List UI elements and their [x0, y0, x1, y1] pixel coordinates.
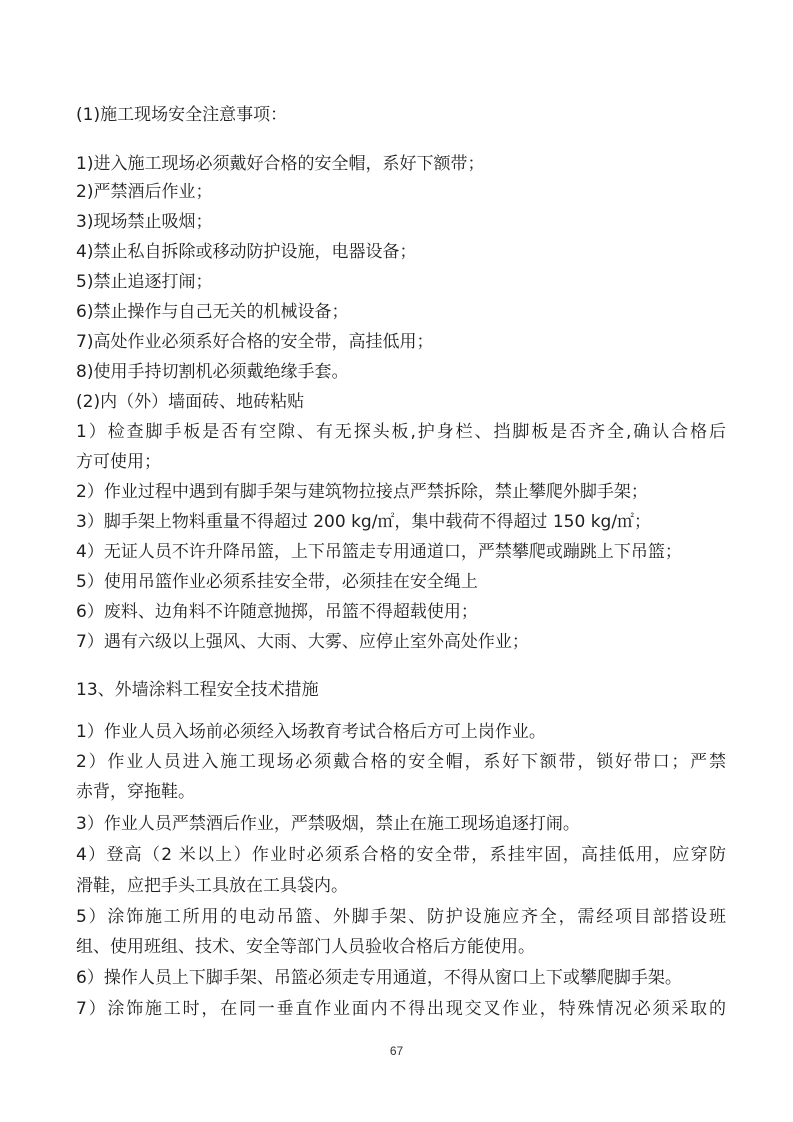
list-item: 方可使用； [76, 452, 161, 472]
list-item: 2）作业过程中遇到有脚手架与建筑物拉接点严禁拆除，禁止攀爬外脚手架； [76, 482, 648, 502]
page-number: 67 [389, 1044, 404, 1058]
list-item: 7）涂饰施工时，在同一垂直作业面内不得出现交叉作业，特殊情况必须采取的 [76, 999, 726, 1019]
section-heading-site-safety: (1)施工现场安全注意事项： [76, 105, 288, 125]
list-item: 5）涂饰施工所用的电动吊篮、外脚手架、防护设施应齐全，需经项目部搭设班 [76, 907, 726, 927]
list-item: 1）作业人员入场前必须经入场教育考试合格后方可上岗作业。 [76, 722, 546, 742]
list-item: 5)禁止追逐打闹； [76, 272, 213, 292]
list-item: 7）遇有六级以上强风、大雨、大雾、应停止室外高处作业； [76, 632, 529, 652]
list-item: 1）检查脚手板是否有空隙、有无探头板,护身栏、挡脚板是否齐全,确认合格后 [76, 422, 726, 442]
section-heading-tile-work: (2)内（外）墙面砖、地砖粘贴 [76, 392, 305, 412]
list-item: 6）废料、边角料不许随意抛掷，吊篮不得超载使用； [76, 602, 478, 622]
list-item: 7)高处作业必须系好合格的安全带，高挂低用； [76, 332, 434, 352]
list-item: 2）作业人员进入施工现场必须戴合格的安全帽，系好下额带，锁好带口；严禁 [76, 752, 726, 772]
list-item: 6)禁止操作与自己无关的机械设备； [76, 302, 349, 322]
list-item: 8)使用手持切割机必须戴绝缘手套。 [76, 362, 349, 382]
list-item: 3)现场禁止吸烟； [76, 212, 213, 232]
list-item: 滑鞋，应把手头工具放在工具袋内。 [76, 876, 348, 896]
section-heading-exterior-coating: 13、外墙涂料工程安全技术措施 [76, 680, 319, 700]
list-item: 组、使用班组、技术、安全等部门人员验收合格后方能使用。 [76, 937, 535, 957]
list-item: 2)严禁酒后作业； [76, 182, 213, 202]
list-item: 6）操作人员上下脚手架、吊篮必须走专用通道，不得从窗口上下或攀爬脚手架。 [76, 968, 682, 988]
list-item: 4）无证人员不许升降吊篮，上下吊篮走专用通道口，严禁攀爬或蹦跳上下吊篮； [76, 542, 682, 562]
list-item: 4)禁止私自拆除或移动防护设施，电器设备； [76, 242, 417, 262]
list-item: 4）登高（2 米以上）作业时必须系合格的安全带，系挂牢固，高挂低用，应穿防 [76, 845, 726, 865]
list-item: 3）作业人员严禁酒后作业，严禁吸烟，禁止在施工现场追逐打闹。 [76, 814, 580, 834]
list-item: 赤背，穿拖鞋。 [76, 782, 195, 802]
list-item: 3）脚手架上物料重量不得超过 200 kg/㎡，集中载荷不得超过 150 kg/㎡； [76, 512, 652, 532]
list-item: 5）使用吊篮作业必须系挂安全带，必须挂在安全绳上 [76, 572, 478, 592]
list-item: 1)进入施工现场必须戴好合格的安全帽，系好下额带； [76, 154, 485, 174]
